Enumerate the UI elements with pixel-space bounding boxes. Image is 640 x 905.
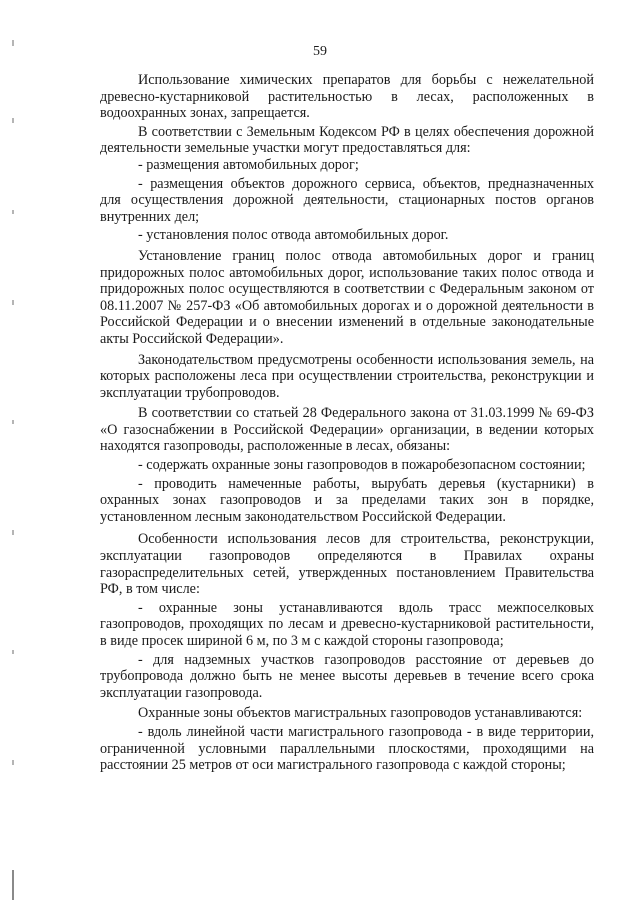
- list-item: - вдоль линейной части магистрального газопровода - в виде территории, ограниченной условными параллельными плоскостями, проходящими на расстоянии 25 метров от оси магистрального газопровода с каждой стороны;: [100, 723, 594, 774]
- paragraph: Охранные зоны объектов магистральных газопроводов устанавливаются:: [138, 705, 583, 722]
- list-item: - установления полос отвода автомобильных дорог.: [138, 227, 449, 244]
- list-item: - размещения автомобильных дорог;: [138, 156, 359, 173]
- list-item: - проводить намеченные работы, вырубать деревья (кустарники) в охранных зонах газопроводов и за пределами таких зон в порядке, установленном лесным законодательством Российской Федерации.: [100, 475, 594, 525]
- document-body: [100, 72, 594, 774]
- paragraph: Установление границ полос отвода автомобильных дорог и границ придорожных полос автомобильных дорог, использование таких полос отвода и придорожных полос осуществляются в соответствии с Федеральным законом от 08.11.2007 № 257-ФЗ «Об автомобильных дорогах и о дорожной деятельности в Российской Федерации и о внесении изменений в отдельные законодательные акты Российской Федерации».: [100, 247, 594, 347]
- list-item: - охранные зоны устанавливаются вдоль трасс межпоселковых газопроводов, проходящих по лесам и древесно-кустарниковой растительности, в виде просек шириной 6 м, по 3 м с каждой стороны газопровода;: [100, 599, 594, 649]
- list-item: - содержать охранные зоны газопроводов в пожаробезопасном состоянии;: [138, 457, 586, 474]
- list-item: - для надземных участков газопроводов расстояние от деревьев до трубопровода должно быть не менее высоты деревьев в течение всего срока эксплуатации газопровода.: [100, 651, 594, 701]
- binding-edge-marks: [12, 0, 16, 905]
- list-item: - размещения объектов дорожного сервиса, объектов, предназначенных для осуществления дорожной деятельности, стационарных постов органов внутренних дел;: [100, 175, 594, 225]
- paragraph: Использование химических препаратов для борьбы с нежелательной древесно-кустарниковой растительностью в лесах, расположенных в водоохранных зонах, запрещается.: [100, 72, 594, 122]
- paragraph: В соответствии со статьей 28 Федерального закона от 31.03.1999 № 69-ФЗ «О газоснабжении в Российской Федерации» организации, в ведении которых находятся газопроводы, расположенные в лесах, обязаны:: [100, 405, 594, 455]
- page-number: 59: [313, 44, 327, 59]
- paragraph: Законодательством предусмотрены особенности использования земель, на которых расположены леса при осуществлении строительства, реконструкции и эксплуатации трубопроводов.: [100, 351, 594, 401]
- paragraph: Особенности использования лесов для строительства, реконструкции, эксплуатации газопроводов определяются в Правилах охраны газораспределительных сетей, утвержденных постановлением Правительства РФ, в том числе:: [100, 531, 594, 598]
- paragraph: В соответствии с Земельным Кодексом РФ в целях обеспечения дорожной деятельности земельные участки могут предоставляться для:: [100, 123, 594, 157]
